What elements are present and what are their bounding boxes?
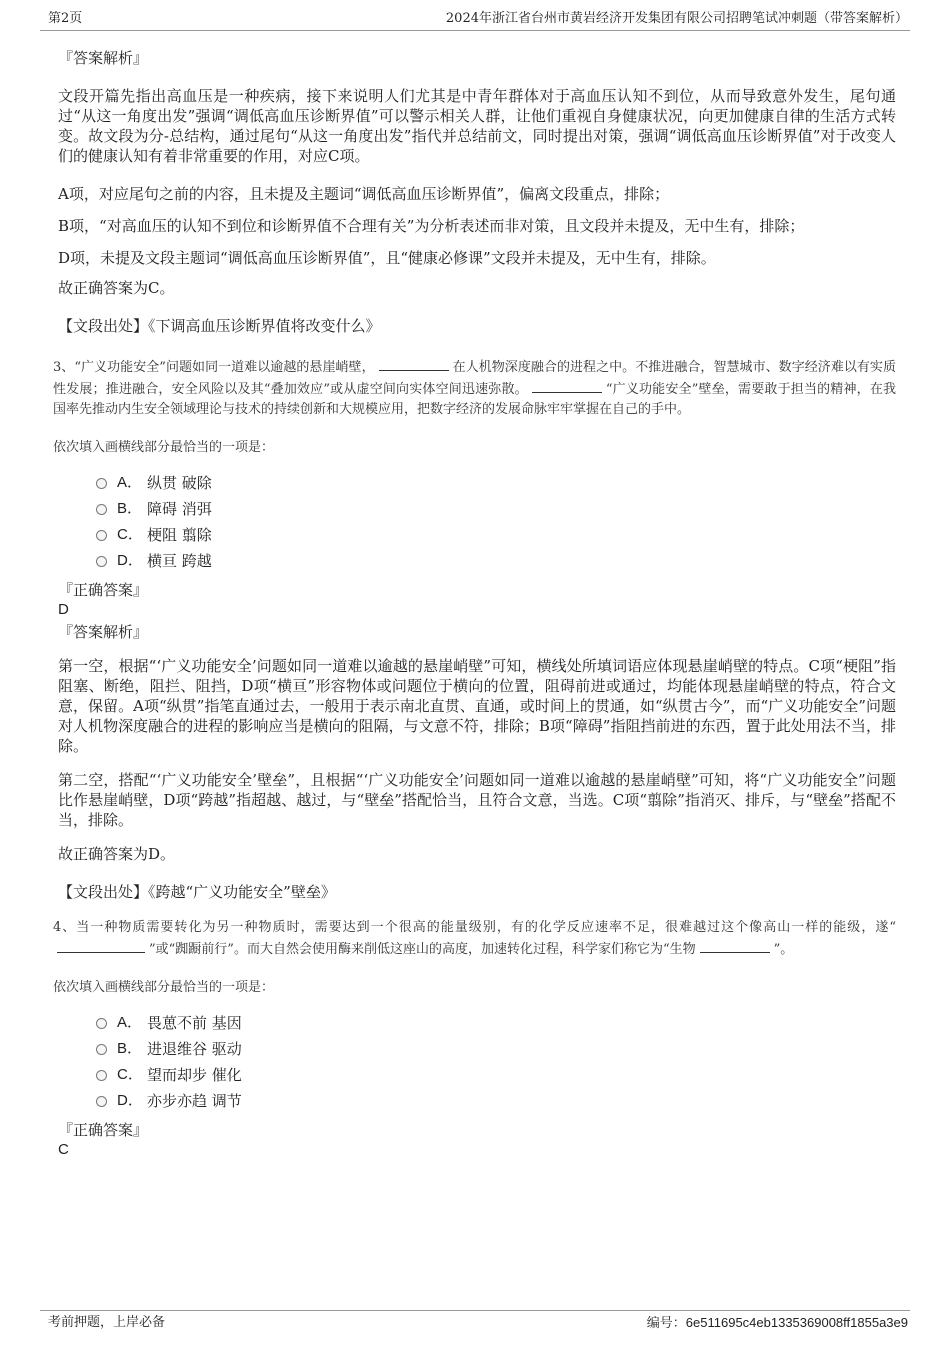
option-d[interactable]: D． 横亘 跨越 [96, 548, 896, 574]
answer-label: 『正确答案』 [58, 581, 149, 599]
document-title: 2024年浙江省台州市黄岩经济开发集团有限公司招聘笔试冲刺题（带答案解析） [445, 11, 908, 26]
answer-label: 『正确答案』 [58, 1121, 149, 1139]
radio-icon[interactable] [96, 1018, 107, 1029]
analysis-paragraph: D项，未提及文段主题词“调低高血压诊断界值”，且“健康必修课”文段并未提及，无中生有，排除。 [58, 249, 716, 267]
analysis-label: 『答案解析』 [58, 49, 149, 67]
fill-blank [700, 938, 770, 953]
footer-slogan: 考前押题，上岸必备 [48, 1315, 166, 1330]
option-b[interactable]: B． 进退维谷 驱动 [96, 1036, 896, 1062]
radio-icon[interactable] [96, 1070, 107, 1081]
source-citation: 【文段出处】《跨越“广义功能安全”壁垒》 [58, 883, 336, 901]
analysis-label: 『答案解析』 [58, 623, 149, 641]
radio-icon[interactable] [96, 504, 107, 515]
option-a[interactable]: A． 畏葸不前 基因 [96, 1010, 896, 1036]
analysis-conclusion: 故正确答案为C。 [58, 279, 175, 297]
option-c[interactable]: C． 梗阻 翦除 [96, 522, 896, 548]
option-b[interactable]: B． 障碍 消弭 [96, 496, 896, 522]
analysis-paragraph: 第二空，搭配“‘广义功能安全’壁垒”，且根据“‘广义功能安全’问题如同一道难以逾越的悬崖峭壁”可知，将“广义功能安全”问题比作悬崖峭壁，D项“跨越”指超越、越过，与“壁垒”搭配恰当，且符合文意，当选。C项“翦除”指消灭、排斥，与“壁垒”搭配不当，排除。 [58, 771, 896, 829]
page-number: 第2页 [48, 11, 83, 26]
question-4-options [96, 1010, 896, 1114]
radio-icon[interactable] [96, 530, 107, 541]
analysis-paragraph: A项，对应尾句之前的内容，且未提及主题词“调低高血压诊断界值”，偏离文段重点，排除； [58, 185, 670, 203]
radio-icon[interactable] [96, 478, 107, 489]
fill-blank [57, 938, 145, 953]
page-header [40, 8, 910, 31]
analysis-paragraph: 第一空，根据“‘广义功能安全’问题如同一道难以逾越的悬崖峭壁”可知，横线处所填词语应体现悬崖峭壁的特点。C项“梗阻”指阻塞、断绝，阻拦、阻挡，D项“横亘”形容物体或问题位于横向的位置，阻碍前进或通过，均能体现悬崖峭壁的特点，符合文意，保留。A项“纵贯”指笔直通过去，一般用于表示南北直贯、直通，或时间上的贯通，如“纵贯古今”，而“广义功能安全”问题对人机物深度融合的进程的影响应当是横向的阻隔，与文意不符，排除；B项“障碍”指阻挡前进的东西，置于此处用法不当，排除。 [58, 657, 896, 755]
page-content [53, 40, 897, 1160]
page-footer [40, 1310, 910, 1335]
fill-blank [532, 378, 602, 393]
correct-answer: C [58, 1141, 69, 1158]
radio-icon[interactable] [96, 556, 107, 567]
correct-answer: D [58, 601, 69, 618]
option-d[interactable]: D． 亦步亦趋 调节 [96, 1088, 896, 1114]
question-4-text: 4、当一种物质需要转化为另一种物质时，需要达到一个很高的能量级别，有的化学反应速率不足，很难越过这个像高山一样的能级，遂“”或“踟蹰前行”。而大自然会使用酶来削低这座山的高度，加速转化过程，科学家们称它为“生物 ”。 [53, 920, 896, 957]
analysis-conclusion: 故正确答案为D。 [58, 845, 176, 863]
question-3-options [96, 470, 896, 574]
analysis-paragraph: 文段开篇先指出高血压是一种疾病，接下来说明人们尤其是中青年群体对于高血压认知不到位，从而导致意外发生，尾句通过“从这一角度出发”强调“调低高血压诊断界值”可以警示相关人群，让他们重视自身健康状况，向更加健康自律的生活方式转变。故文段为分-总结构，通过尾句“从这一角度出发”指代并总结前文，同时提出对策，强调“调低高血压诊断界值”对于改变人们的健康认知有着非常重要的作用，对应C项。 [58, 87, 896, 165]
question-instruction: 依次填入画横线部分最恰当的一项是： [53, 440, 275, 455]
question-3-text: 3、“广义功能安全”问题如同一道难以逾越的悬崖峭壁， 在人机物深度融合的进程之中。不推进融合，智慧城市、数字经济难以有实质性发展；推进融合，安全风险以及其“叠加效应”或从虚空间向实体空间迅速弥散。 “广义功能安全”壁垒，需要敢于担当的精神，在我国率先推动内生安全领域理论与技术的持续创新和大规模应用，把数字经济的发展命脉牢牢掌握在自己的手中。 [53, 356, 896, 420]
question-instruction: 依次填入画横线部分最恰当的一项是： [53, 980, 275, 995]
source-citation: 【文段出处】《下调高血压诊断界值将改变什么》 [58, 317, 381, 335]
radio-icon[interactable] [96, 1096, 107, 1107]
radio-icon[interactable] [96, 1044, 107, 1055]
document-code: 编号：6e511695c4eb1335369008ff1855a3e9 [646, 1315, 908, 1331]
analysis-paragraph: B项，“对高血压的认知不到位和诊断界值不合理有关”为分析表述而非对策，且文段并未提及，无中生有，排除； [58, 217, 805, 235]
fill-blank [379, 356, 449, 371]
option-a[interactable]: A． 纵贯 破除 [96, 470, 896, 496]
option-c[interactable]: C． 望而却步 催化 [96, 1062, 896, 1088]
